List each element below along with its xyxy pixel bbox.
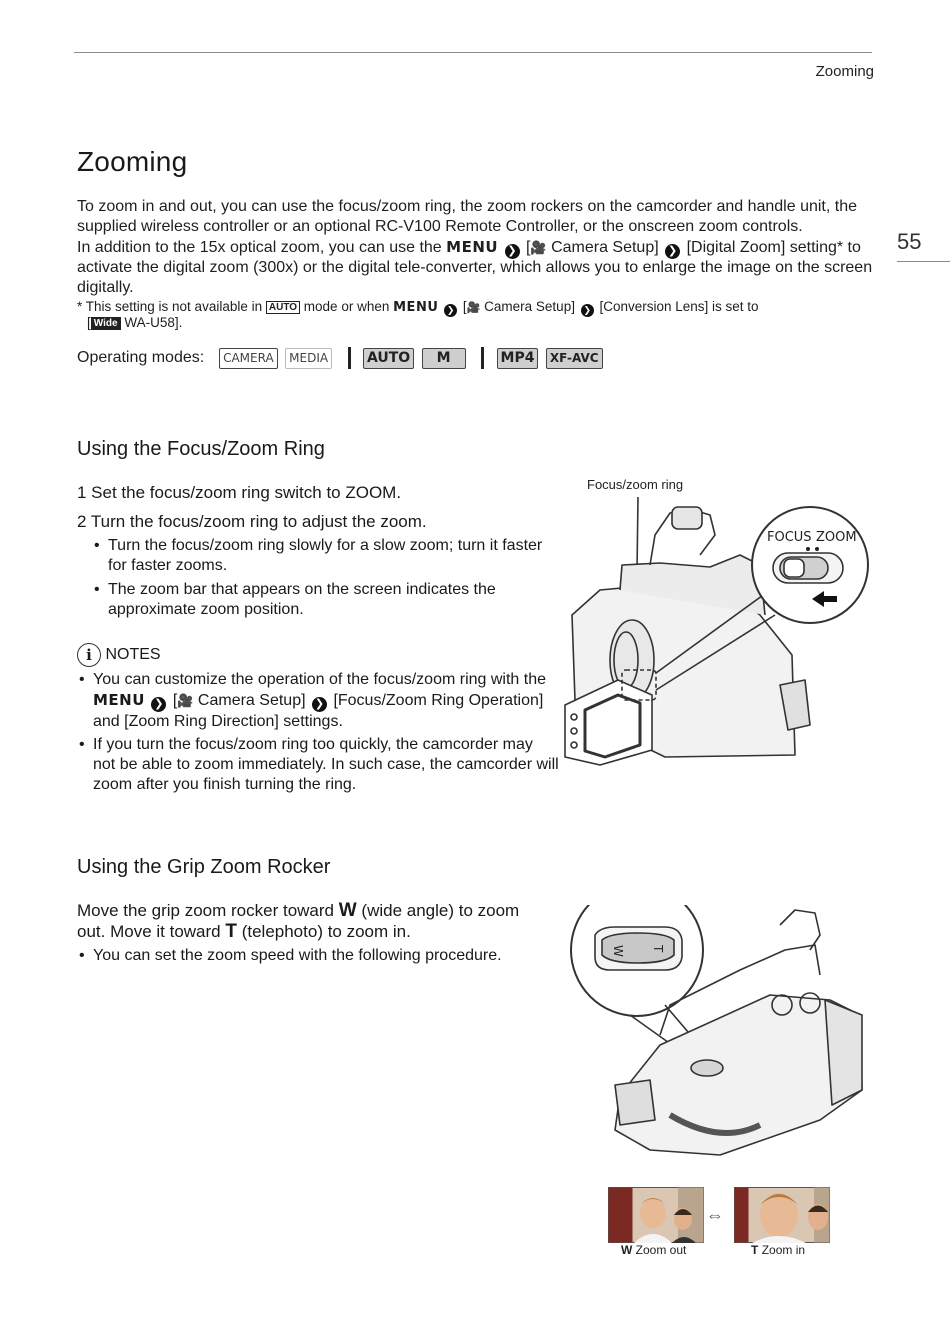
footnote-text-a: * This setting is not available in (77, 299, 263, 314)
list-item (79, 735, 559, 795)
arrow-right-icon: ❯ (444, 304, 457, 317)
camcorder-focus-ring-illustration (560, 495, 880, 770)
tele-symbol: T (225, 921, 237, 942)
page-number-rule (897, 261, 950, 262)
paragraph-text: out. Move it toward (77, 922, 221, 941)
tele-symbol: T (751, 1243, 759, 1257)
operating-modes (77, 347, 606, 369)
switch-label-zoom: ZOOM (816, 530, 857, 545)
footnote-line-2 (87, 315, 182, 331)
mode-xf-avc: XF-AVC (546, 348, 603, 369)
intro-line-3c: [Digital Zoom] setting* to (686, 239, 861, 256)
header-rule (74, 52, 872, 53)
note-text-b: [Focus/Zoom Ring Operation] (333, 692, 544, 709)
zoom-out-label: Zoom out (635, 1243, 687, 1257)
camera-setup-label: Camera Setup] (551, 239, 659, 256)
mode-separator (348, 347, 351, 369)
menu-label: MENU (93, 691, 145, 709)
note-text (93, 690, 546, 712)
rocker-t-label: T (651, 945, 665, 953)
page-number: 55 (897, 229, 922, 254)
footnote-text-d: [Conversion Lens] is set to (599, 299, 759, 314)
arrow-right-icon: ❯ (665, 244, 680, 259)
list-item (79, 946, 502, 966)
bullet-icon: • (79, 947, 85, 964)
bullet-text: The zoom bar that appears on the screen indicates the (108, 581, 496, 598)
intro-line-4: activate the digital zoom (300x) or the digital tele-converter, which allows you to enlarge the image on the screen (77, 259, 873, 276)
menu-label: MENU (393, 300, 439, 315)
arrow-right-icon: ❯ (151, 697, 166, 712)
grip-rocker-text-line-1 (77, 900, 519, 922)
section-heading-focus-zoom-ring: Using the Focus/Zoom Ring (77, 438, 325, 460)
list-item (94, 580, 496, 620)
zoom-in-caption (751, 1243, 805, 1257)
bracket-open: [ (462, 299, 467, 314)
camera-setup-label: Camera Setup] (484, 299, 575, 314)
grip-rocker-text-line-2 (77, 921, 411, 943)
footnote-text-f: WA-U58]. (124, 315, 183, 330)
paragraph-text: (telephoto) to zoom in. (241, 922, 411, 941)
note-text: zoom after you finish turning the ring. (93, 776, 357, 793)
notes-label: NOTES (105, 646, 161, 663)
bullet-icon: • (94, 581, 100, 598)
intro-line-1: To zoom in and out, you can use the focus/zoom ring, the zoom rockers on the camcorder and handle unit, the (77, 198, 857, 215)
list-item (94, 536, 543, 576)
bullet-text: You can set the zoom speed with the following procedure. (93, 947, 502, 964)
double-arrow-icon: ⇔ (706, 1205, 724, 1225)
paragraph-text: Move the grip zoom rocker toward (77, 901, 334, 920)
auto-mode-badge: AUTO (266, 301, 300, 314)
info-icon: i (77, 643, 101, 667)
notes-header (77, 643, 161, 667)
camera-setup-label: Camera Setup] (197, 692, 306, 709)
mode-camera: CAMERA (219, 348, 278, 369)
figure-label-focus-zoom-ring: Focus/zoom ring (587, 477, 684, 492)
zoom-out-caption (621, 1243, 686, 1257)
movie-camera-icon: 🎥 (530, 240, 547, 255)
note-text: You can customize the operation of the focus/zoom ring with the (93, 671, 547, 688)
mode-m: M (422, 348, 466, 369)
arrow-right-icon: ❯ (312, 697, 327, 712)
intro-line-5: digitally. (77, 279, 134, 296)
intro-line-3 (77, 237, 861, 259)
zoom-out-photo (608, 1187, 704, 1243)
wide-symbol: W (621, 1243, 633, 1257)
operating-modes-label: Operating modes: (77, 349, 205, 366)
arrow-right-icon: ❯ (581, 304, 594, 317)
arrow-right-icon: ❯ (505, 244, 520, 259)
note-text: not be able to zoom immediately. In such case, the camcorder will (93, 756, 559, 773)
bullet-text: approximate zoom position. (108, 601, 304, 618)
bracket-open: [ (87, 315, 91, 330)
rocker-w-label: W (611, 945, 625, 957)
zoom-in-label: Zoom in (761, 1243, 806, 1257)
mode-auto: AUTO (363, 348, 414, 369)
intro-line-3a: In addition to the 15x optical zoom, you can use the (77, 239, 442, 256)
bullet-icon: • (94, 537, 100, 554)
movie-camera-icon: 🎥 (466, 302, 481, 314)
running-header: Zooming (815, 63, 874, 80)
note-text: and [Zoom Ring Direction] settings. (93, 713, 343, 730)
wide-symbol: W (338, 900, 357, 921)
rocker-detail (595, 927, 682, 970)
camcorder-grip-rocker-illustration (570, 905, 870, 1175)
mode-separator (481, 347, 484, 369)
mode-mp4: MP4 (497, 348, 539, 369)
bullet-icon: • (79, 736, 85, 753)
intro-line-2: supplied wireless controller or an optional RC-V100 Remote Controller, or the onscreen zoom controls. (77, 218, 803, 235)
bracket-open: [ (525, 239, 531, 256)
bullet-icon: • (79, 671, 85, 688)
section-heading-grip-zoom-rocker: Using the Grip Zoom Rocker (77, 856, 331, 878)
zoom-in-photo (734, 1187, 830, 1243)
paragraph-text: (wide angle) to zoom (361, 901, 520, 920)
wide-badge: Wide (91, 317, 121, 330)
step-1: 1 Set the focus/zoom ring switch to ZOOM. (77, 483, 402, 502)
note-text: If you turn the focus/zoom ring too quickly, the camcorder may (93, 736, 533, 753)
bullet-text: Turn the focus/zoom ring slowly for a slow zoom; turn it faster (108, 537, 543, 554)
switch-label-focus: FOCUS (767, 530, 812, 545)
page-title: Zooming (77, 146, 188, 177)
menu-label: MENU (446, 238, 499, 256)
bracket-open: [ (172, 692, 178, 709)
mode-media: MEDIA (285, 348, 332, 369)
list-item (79, 670, 547, 732)
footnote-text-b: mode or when (303, 299, 390, 314)
bullet-text: for faster zooms. (108, 557, 228, 574)
step-2: 2 Turn the focus/zoom ring to adjust the zoom. (77, 512, 427, 531)
movie-camera-icon: 🎥 (177, 693, 194, 708)
